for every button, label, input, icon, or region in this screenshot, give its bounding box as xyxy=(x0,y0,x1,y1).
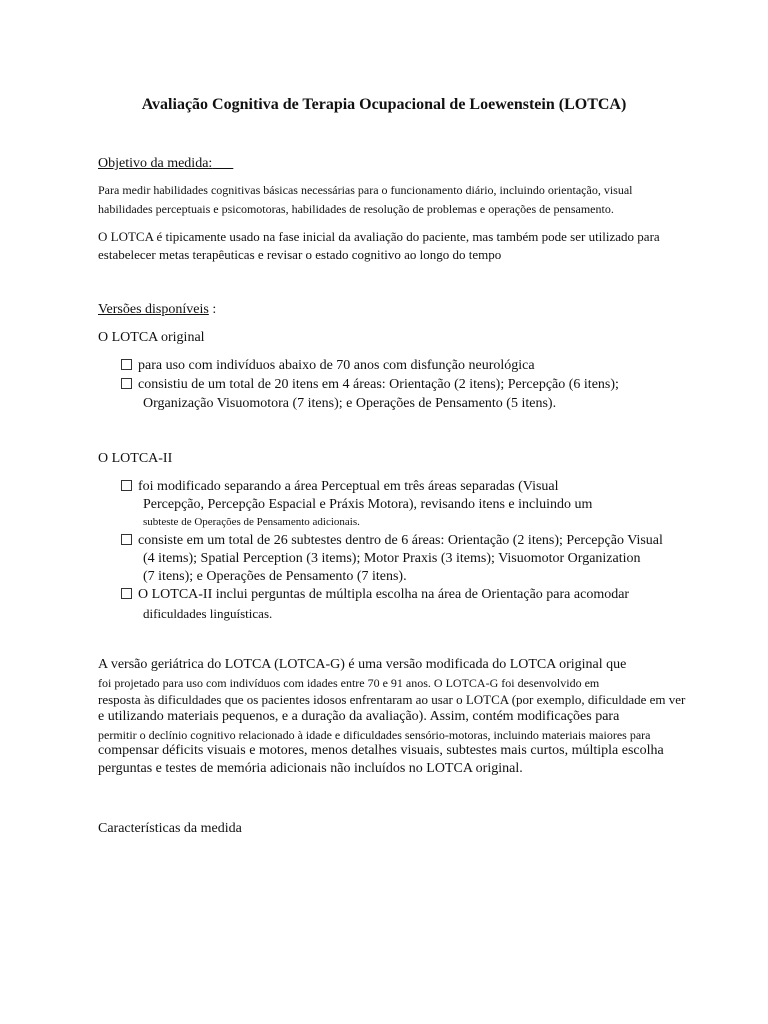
bullet-continuation: Organização Visuomotora (7 itens); e Operações de Pensamento (5 itens). xyxy=(143,396,557,411)
bullet-item xyxy=(121,377,619,393)
bullet-item xyxy=(121,587,629,603)
checkbox-bullet-icon xyxy=(121,378,132,389)
bullet-continuation: dificuldades linguísticas. xyxy=(143,606,273,621)
bullet-item xyxy=(121,533,663,549)
objective-heading-text: Objetivo da medida: xyxy=(98,156,213,171)
objective-text-line: Para medir habilidades cognitivas básicas necessárias para o funcionamento diário, incluindo orientação, visual xyxy=(98,183,633,197)
lotca2-version-label: O LOTCA-II xyxy=(98,451,173,466)
geriatric-text-line: perguntas e testes de memória adicionais não incluídos no LOTCA original. xyxy=(98,761,523,776)
bullet-continuation: Percepção, Percepção Espacial e Práxis Motora), revisando itens e incluindo um xyxy=(143,497,593,512)
bullet-text: para uso com indivíduos abaixo de 70 anos com disfunção neurológica xyxy=(138,358,535,373)
checkbox-bullet-icon xyxy=(121,534,132,545)
objective-heading-underline xyxy=(212,156,233,171)
bullet-text: O LOTCA-II inclui perguntas de múltipla escolha na área de Orientação para acomodar xyxy=(138,587,630,602)
bullet-item xyxy=(121,358,535,374)
versions-heading-suffix: : xyxy=(208,302,217,317)
geriatric-text-line: permitir o declínio cognitivo relacionado à idade e dificuldades sensório-motoras, incluindo materiais maiores para xyxy=(98,728,651,742)
versions-heading-text: Versões disponíveis xyxy=(98,302,209,317)
checkbox-bullet-icon xyxy=(121,359,132,370)
bullet-item xyxy=(121,479,559,495)
versions-heading xyxy=(98,302,216,318)
objective-text-line: estabelecer metas terapêuticas e revisar o estado cognitivo ao longo do tempo xyxy=(98,247,502,262)
geriatric-text-line: foi projetado para uso com indivíduos com idades entre 70 e 91 anos. O LOTCA-G foi desenvolvido em xyxy=(98,676,600,690)
bullet-continuation: (7 itens); e Operações de Pensamento (7 itens). xyxy=(143,569,407,584)
geriatric-text-line: A versão geriátrica do LOTCA (LOTCA-G) é uma versão modificada do LOTCA original que xyxy=(98,657,627,672)
geriatric-text-line: resposta às dificuldades que os pacientes idosos enfrentaram ao usar o LOTCA (por exemplo, dificuldade em ver xyxy=(98,692,686,707)
objective-text-line: O LOTCA é tipicamente usado na fase inicial da avaliação do paciente, mas também pode ser utilizado para xyxy=(98,229,660,244)
objective-heading xyxy=(98,156,233,172)
original-version-label: O LOTCA original xyxy=(98,330,205,345)
checkbox-bullet-icon xyxy=(121,480,132,491)
bullet-text: consistiu de um total de 20 itens em 4 áreas: Orientação (2 itens); Percepção (6 itens); xyxy=(138,377,619,392)
bullet-continuation: (4 items); Spatial Perception (3 items); Motor Praxis (3 items); Visuomotor Organization xyxy=(143,551,641,566)
document-title: Avaliação Cognitiva de Terapia Ocupacional de Loewenstein (LOTCA) xyxy=(141,96,627,113)
characteristics-heading: Características da medida xyxy=(98,821,242,836)
bullet-continuation: subteste de Operações de Pensamento adicionais. xyxy=(143,516,360,528)
checkbox-bullet-icon xyxy=(121,588,132,599)
bullet-text: foi modificado separando a área Perceptual em três áreas separadas (Visual xyxy=(138,479,559,494)
geriatric-text-line: compensar déficits visuais e motores, menos detalhes visuais, subtestes mais curtos, múltipla escolha xyxy=(98,743,664,758)
objective-text-line: habilidades perceptuais e psicomotoras, habilidades de resolução de problemas e operações de pensamento. xyxy=(98,202,614,216)
geriatric-text-line: e utilizando materiais pequenos, e a duração da avaliação). Assim, contém modificações para xyxy=(98,709,620,724)
bullet-text: consiste em um total de 26 subtestes dentro de 6 áreas: Orientação (2 itens); Percepção Visual xyxy=(138,533,663,548)
